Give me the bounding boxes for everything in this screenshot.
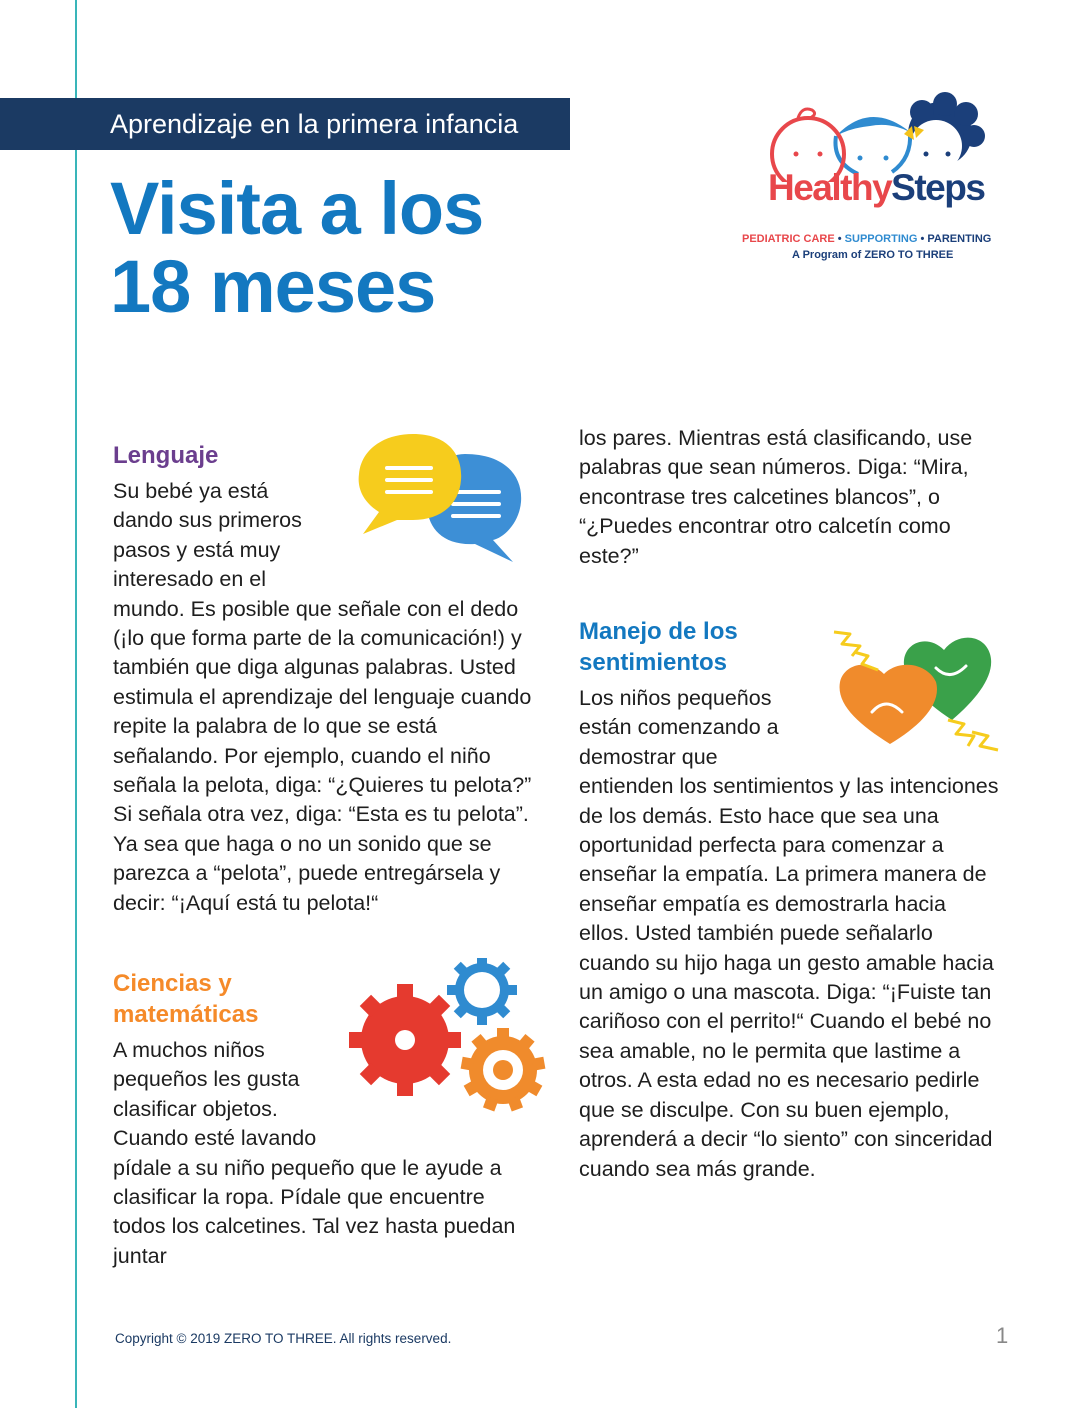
page-title-line-2: 18 meses xyxy=(110,245,436,328)
logo-word-healthy: Healthy xyxy=(768,167,892,208)
ciencias-continuation-text: los pares. Mientras está clasificando, use palabras que sean números. Diga: “Mira, encontrase tres calcetines blancos”, o “¿Puedes encontrar otro calcetín como este?” xyxy=(579,426,973,568)
logo-wordmark xyxy=(768,167,984,209)
copyright-footer: Copyright © 2019 ZERO TO THREE. All rights reserved. xyxy=(115,1331,452,1346)
ciencias-heading-line-1: Ciencias y xyxy=(113,970,232,997)
logo-tag-pediatric: PEDIATRIC CARE xyxy=(742,233,835,245)
manejo-heading-line-1: Manejo de los xyxy=(579,618,738,645)
logo-tag-separator: • xyxy=(917,233,928,245)
logo-tag-supporting: SUPPORTING xyxy=(844,233,918,245)
ciencias-body: A muchos niños pequeños les gusta clasificar objetos. Cuando esté lavando pídale a su niño pequeño que le ayude a clasificar la ropa. Pídale que encuentre todos los calcetines. Tal vez hasta puedan juntar xyxy=(113,1038,516,1268)
speech-bubbles-icon xyxy=(355,432,525,564)
manejo-heading-line-2: sentimientos xyxy=(579,649,728,676)
lenguaje-heading: Lenguaje xyxy=(113,442,219,469)
healthysteps-logo xyxy=(740,92,1020,267)
logo-subline: A Program of ZERO TO THREE xyxy=(792,249,954,261)
ciencias-heading-line-2: matemáticas xyxy=(113,1001,259,1028)
page-title xyxy=(110,167,484,328)
hearts-icon xyxy=(832,624,1012,760)
left-margin-rule xyxy=(75,0,77,1408)
lenguaje-body: Su bebé ya está dando sus primeros pasos y está muy interesado en el mundo. Es posible que señale con el dedo (¡lo que forma parte de la comunicación!) y también que diga algunas palabras. Usted estimula el aprendizaje del lenguaje cuando repite la palabra de lo que se está señalando. Por ejemplo, cuando el niño señala la pelota, diga: “¿Quieres tu pelota?” Si señala otra vez, diga: “Esta es tu pelota”. Ya sea que haga o no un sonido que se parezca a “pelota”, puede entregársela y decir: “¡Aquí está tu pelota!“ xyxy=(113,479,532,915)
logo-tagline xyxy=(742,233,991,245)
gears-icon xyxy=(345,958,550,1113)
page-number: 1 xyxy=(996,1323,1009,1348)
category-label: Aprendizaje en la primera infancia xyxy=(110,109,519,139)
logo-tag-parenting: PARENTING xyxy=(927,233,992,245)
page-title-line-1: Visita a los xyxy=(110,167,484,250)
logo-word-steps: Steps xyxy=(891,167,985,208)
manejo-body: Los niños pequeños están comenzando a demostrar que entienden los sentimientos y las intenciones de los demás. Esto hace que sea una oportunidad perfecta para comenzar a enseñar la empatía. La primera manera de enseñar empatía es demostrarla hacia ellos. Usted también puede señalarlo cuando su hijo haga un gesto amable hacia un amigo o una mascota. Diga: “¡Fuiste tan cariñoso con el perrito!“ Cuando el bebé no sea amable, no le permita que lastime a otros. A esta edad no es necesario pedirle que se disculpe. Con su buen ejemplo, aprenderá a decir “lo siento” con sinceridad cuando sea más grande. xyxy=(579,686,999,1181)
ciencias-continuation xyxy=(579,424,1009,571)
logo-tag-separator: • xyxy=(834,233,845,245)
category-banner xyxy=(0,98,570,150)
